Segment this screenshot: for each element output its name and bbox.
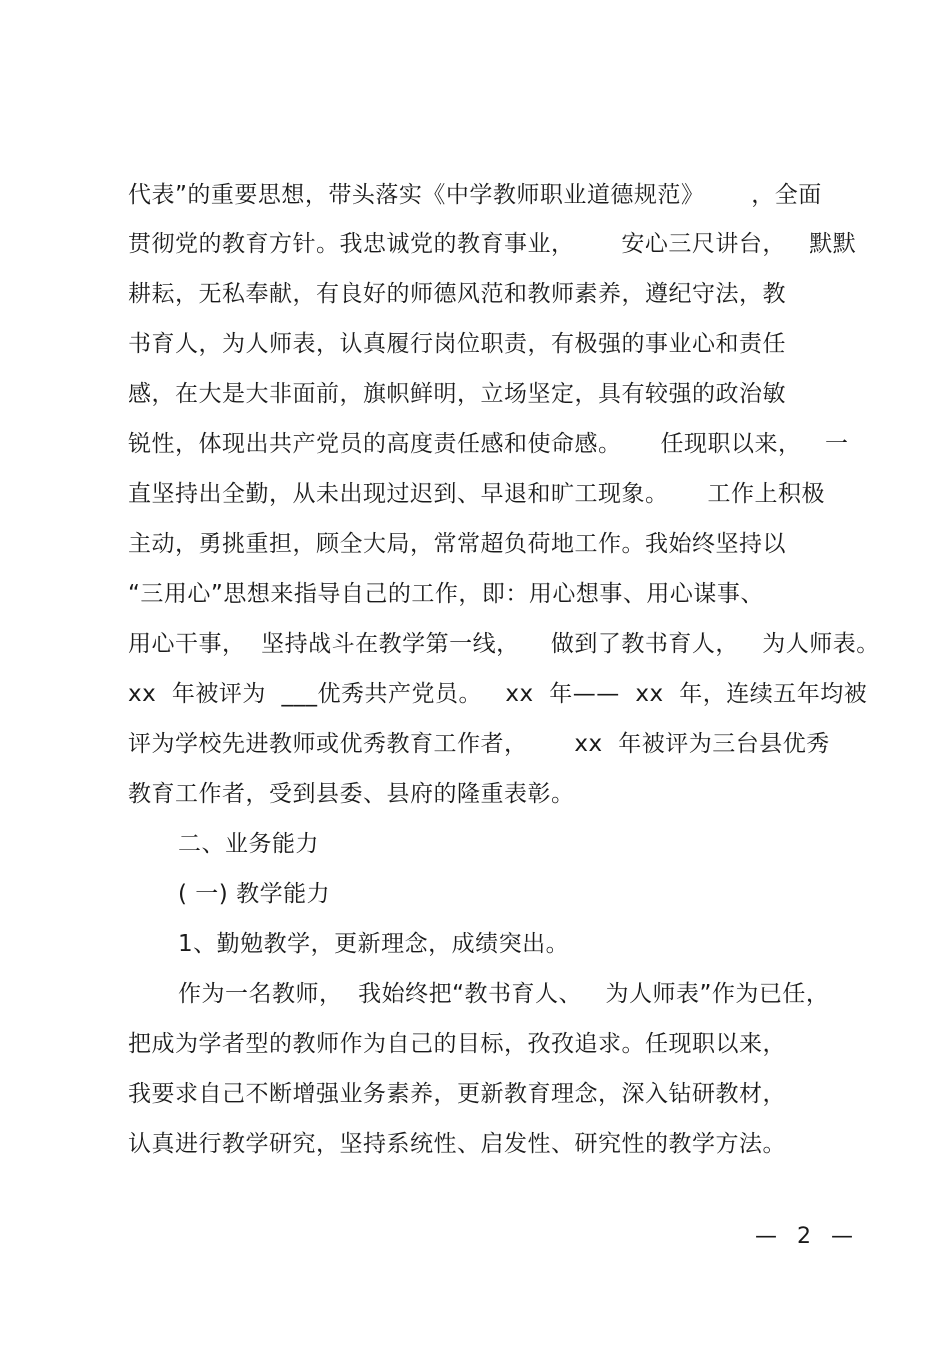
page-number: — 2 — <box>755 1224 855 1249</box>
text-line: 教育工作者，受到县委、县府的隆重表彰。 <box>128 781 575 807</box>
text-line: 直坚持出全勤，从未出现过迟到、早退和旷工现象。 工作上积极 <box>128 481 826 507</box>
section-heading: 二、业务能力 <box>178 831 319 857</box>
item-heading: 1、勤勉教学，更新理念，成绩突出。 <box>178 931 570 957</box>
text-line: 代表”的重要思想，带头落实《中学教师职业道德规范》 ，全面 <box>128 182 822 208</box>
text-line: 主动，勇挑重担，顾全大局，常常超负荷地工作。我始终坚持以 <box>128 531 786 557</box>
text-line: 贯彻党的教育方针。我忠诚党的教育事业， 安心三尺讲台， 默默 <box>128 231 857 257</box>
text-line: “三用心”思想来指导自己的工作，即：用心想事、用心谋事、 <box>128 581 764 607</box>
text-line: 用心干事， 坚持战斗在教学第一线， 做到了教书育人， 为人师表。 <box>128 631 880 657</box>
text-line: 作为一名教师， 我始终把“教书育人、 为人师表”作为已任， <box>178 981 830 1007</box>
text-line: 把成为学者型的教师作为自己的目标，孜孜追求。任现职以来， <box>128 1031 786 1057</box>
text-line: 评为学校先进教师或优秀教育工作者， xx 年被评为三台县优秀 <box>128 731 830 757</box>
text-line: 耕耘，无私奉献，有良好的师德风范和教师素养，遵纪守法，教 <box>128 281 786 307</box>
subsection-heading: ( 一) 教学能力 <box>178 881 331 907</box>
text-line: 认真进行教学研究，坚持系统性、启发性、研究性的教学方法。 <box>128 1131 786 1157</box>
text-line: 书育人，为人师表，认真履行岗位职责，有极强的事业心和责任 <box>128 331 786 357</box>
text-line: 锐性，体现出共产党员的高度责任感和使命感。 任现职以来， 一 <box>128 431 849 457</box>
text-line: xx 年被评为 ___优秀共产党员。 xx 年—— xx 年，连续五年均被 <box>128 681 868 707</box>
text-line: 感，在大是大非面前，旗帜鲜明，立场坚定，具有较强的政治敏 <box>128 381 786 407</box>
text-line: 我要求自己不断增强业务素养，更新教育理念，深入钻研教材， <box>128 1081 786 1107</box>
